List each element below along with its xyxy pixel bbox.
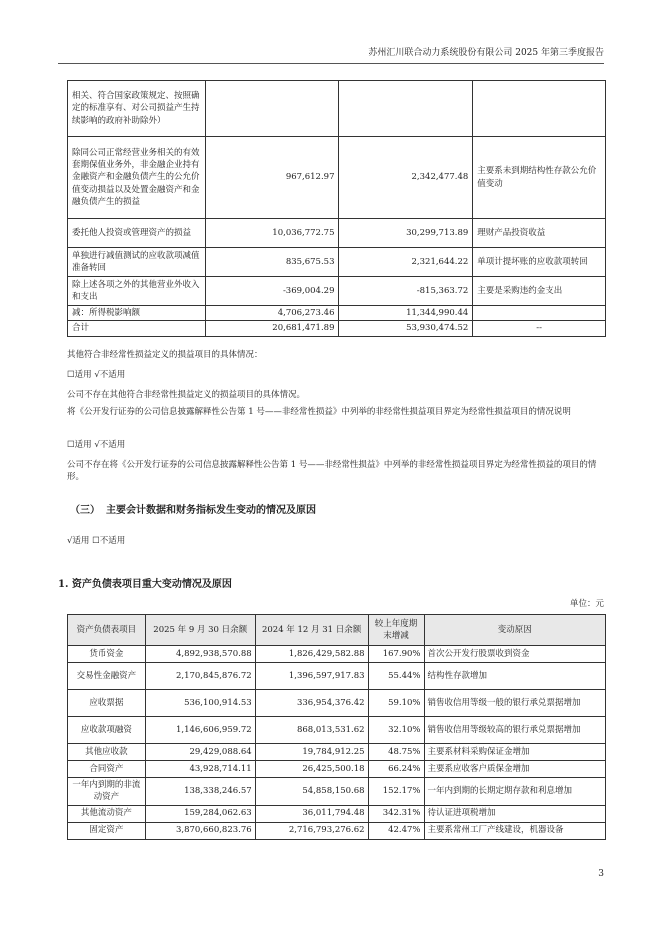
paragraph: 其他符合非经常性损益定义的损益项目的具体情况： <box>67 350 263 360</box>
item-cell: 合计 <box>68 321 206 336</box>
table-row <box>68 744 606 761</box>
prior-balance-cell: 36,011,794.48 <box>255 805 368 822</box>
reason-cell: 销售收信用等级一般的银行承兑票据增加 <box>424 690 605 717</box>
current-cell: 20,681,471.89 <box>205 321 339 336</box>
ytd-cell: 53,930,474.52 <box>339 321 473 336</box>
note-cell: -- <box>473 321 606 336</box>
note-cell: 主要系未到期结构性存款公允价值变动 <box>473 137 606 219</box>
table-row <box>68 248 606 277</box>
change-pct-cell: 342.31% <box>368 805 424 822</box>
prior-balance-cell: 868,013,531.62 <box>255 717 368 744</box>
ytd-cell: -815,363.72 <box>339 277 473 306</box>
unit-label: 单位：元 <box>569 599 604 609</box>
current-balance-cell: 536,100,914.53 <box>145 690 255 717</box>
reason-cell: 主要系常州工厂产线建设，机器设备 <box>424 822 605 839</box>
note-cell: 单项计提坏账的应收款项转回 <box>473 248 606 277</box>
paragraph: 公司不存在将《公开发行证券的公司信息披露解释性公告第 1 号——非经常性损益》中列举的非经常性损益项目界定为经常性损益的项目的情形。 <box>67 460 597 483</box>
ytd-cell: 30,299,713.89 <box>339 219 473 248</box>
column-header: 变动原因 <box>424 615 605 646</box>
item-cell: 一年内到期的非流动资产 <box>68 778 146 806</box>
item-cell: 应收票据 <box>68 690 146 717</box>
paragraph: 将《公开发行证券的公司信息披露解释性公告第 1 号——非经常性损益》中列举的非经常性损益项目界定为经常性损益项目的情况说明 <box>67 407 571 417</box>
change-pct-cell: 48.75% <box>368 744 424 761</box>
header-divider <box>58 63 604 64</box>
table-row <box>68 778 606 806</box>
current-balance-cell: 159,284,062.63 <box>145 805 255 822</box>
item-cell: 其他应收款 <box>68 744 146 761</box>
item-cell: 固定资产 <box>68 822 146 839</box>
table-total-row <box>68 321 606 336</box>
current-balance-cell: 2,170,845,876.72 <box>145 663 255 690</box>
table-row <box>68 81 606 137</box>
prior-balance-cell: 19,784,912.25 <box>255 744 368 761</box>
table-row <box>68 822 606 839</box>
table-row <box>68 663 606 690</box>
current-balance-cell: 3,870,660,823.76 <box>145 822 255 839</box>
balance-sheet-changes-table <box>67 614 606 840</box>
current-balance-cell: 138,338,246.57 <box>145 778 255 806</box>
prior-balance-cell: 2,716,793,276.62 <box>255 822 368 839</box>
applicability-marker: ☐适用 √不适用 <box>67 440 126 450</box>
current-cell: 835,675.53 <box>205 248 339 277</box>
running-header: 苏州汇川联合动力系统股份有限公司 2025 年第三季度报告 <box>368 48 604 58</box>
reason-cell: 结构性存款增加 <box>424 663 605 690</box>
ytd-cell: 11,344,990.44 <box>339 306 473 321</box>
prior-balance-cell: 1,396,597,917.83 <box>255 663 368 690</box>
item-cell: 合同资产 <box>68 761 146 778</box>
prior-balance-cell: 54,858,150.68 <box>255 778 368 806</box>
section-number: （三） <box>70 505 100 516</box>
table-row <box>68 690 606 717</box>
subsection-title: 1. 资产负债表项目重大变动情况及原因 <box>58 579 232 590</box>
current-balance-cell: 4,892,938,570.88 <box>145 646 255 663</box>
item-cell: 除同公司正常经营业务相关的有效套期保值业务外，非金融企业持有金融资产和金融负债产生的公允价值变动损益以及处置金融资产和金融负债产生的损益 <box>68 137 206 219</box>
reason-cell: 待认证进项税增加 <box>424 805 605 822</box>
item-cell: 减：所得税影响额 <box>68 306 206 321</box>
change-pct-cell: 167.90% <box>368 646 424 663</box>
ytd-cell: 2,342,477.48 <box>339 137 473 219</box>
change-pct-cell: 32.10% <box>368 717 424 744</box>
change-pct-cell: 152.17% <box>368 778 424 806</box>
item-cell: 委托他人投资或管理资产的损益 <box>68 219 206 248</box>
column-header: 资产负债表项目 <box>68 615 146 646</box>
applicability-marker: √适用 ☐不适用 <box>67 536 126 546</box>
table-row <box>68 137 606 219</box>
item-cell: 除上述各项之外的其他营业外收入和支出 <box>68 277 206 306</box>
column-header: 较上年度期末增减 <box>368 615 424 646</box>
table-row <box>68 219 606 248</box>
reason-cell: 首次公开发行股票收到资金 <box>424 646 605 663</box>
table-row <box>68 805 606 822</box>
column-header: 2025 年 9 月 30 日余额 <box>145 615 255 646</box>
table-header-row <box>68 615 606 646</box>
prior-balance-cell: 1,826,429,582.88 <box>255 646 368 663</box>
current-balance-cell: 43,928,714.11 <box>145 761 255 778</box>
column-header: 2024 年 12 月 31 日余额 <box>255 615 368 646</box>
item-cell: 单独进行减值测试的应收款项减值准备转回 <box>68 248 206 277</box>
item-cell: 货币资金 <box>68 646 146 663</box>
change-pct-cell: 59.10% <box>368 690 424 717</box>
current-cell: -369,004.29 <box>205 277 339 306</box>
item-cell: 应收款项融资 <box>68 717 146 744</box>
section-title: 主要会计数据和财务指标发生变动的情况及原因 <box>106 505 316 516</box>
note-cell: 主要是采购违约金支出 <box>473 277 606 306</box>
note-cell <box>473 306 606 321</box>
reason-cell: 主要系材料采购保证金增加 <box>424 744 605 761</box>
current-cell <box>205 81 339 137</box>
item-cell: 交易性金融资产 <box>68 663 146 690</box>
item-cell: 相关、符合国家政策规定、按照确定的标准享有、对公司损益产生持续影响的政府补助除外） <box>68 81 206 137</box>
table-row <box>68 277 606 306</box>
paragraph: 公司不存在其他符合非经常性损益定义的损益项目的具体情况。 <box>67 390 306 400</box>
reason-cell: 主要系应收客户质保金增加 <box>424 761 605 778</box>
ytd-cell <box>339 81 473 137</box>
reason-cell: 销售收信用等级较高的银行承兑票据增加 <box>424 717 605 744</box>
change-pct-cell: 42.47% <box>368 822 424 839</box>
table-row <box>68 646 606 663</box>
page-number: 3 <box>598 869 604 879</box>
ytd-cell: 2,321,644.22 <box>339 248 473 277</box>
current-cell: 967,612.97 <box>205 137 339 219</box>
current-cell: 10,036,772.75 <box>205 219 339 248</box>
item-cell: 其他流动资产 <box>68 805 146 822</box>
reason-cell: 一年内到期的长期定期存款和利息增加 <box>424 778 605 806</box>
table-row <box>68 717 606 744</box>
table-row <box>68 761 606 778</box>
non-recurring-gains-table <box>67 80 606 337</box>
applicability-marker: ☐适用 √不适用 <box>67 370 126 380</box>
table-row <box>68 306 606 321</box>
current-cell: 4,706,273.46 <box>205 306 339 321</box>
current-balance-cell: 1,146,606,959.72 <box>145 717 255 744</box>
current-balance-cell: 29,429,088.64 <box>145 744 255 761</box>
note-cell <box>473 81 606 137</box>
change-pct-cell: 55.44% <box>368 663 424 690</box>
prior-balance-cell: 26,425,500.18 <box>255 761 368 778</box>
note-cell: 理财产品投资收益 <box>473 219 606 248</box>
prior-balance-cell: 336,954,376.42 <box>255 690 368 717</box>
change-pct-cell: 66.24% <box>368 761 424 778</box>
